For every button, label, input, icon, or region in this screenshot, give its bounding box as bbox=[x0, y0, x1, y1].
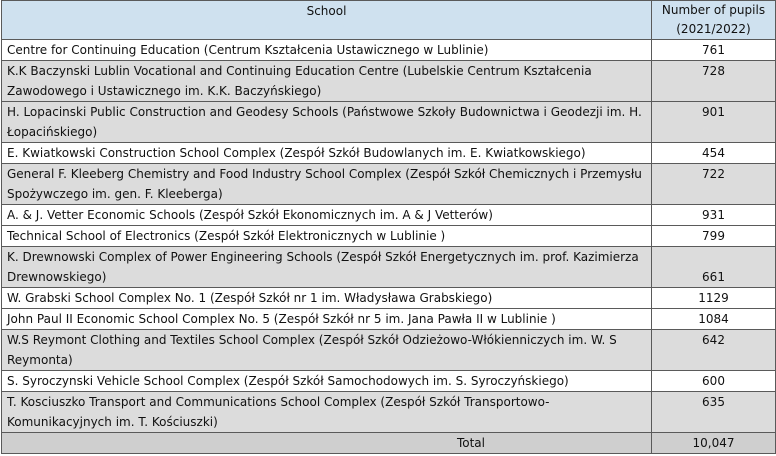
pupils-count-cell: 454 bbox=[652, 143, 776, 164]
school-name-cell bbox=[2, 309, 652, 330]
table-total-row bbox=[2, 433, 776, 454]
school-name-cell bbox=[2, 40, 652, 61]
school-name-line: W. Grabski School Complex No. 1 (Zespół Szkół nr 1 im. Władysława Grabskiego) bbox=[7, 291, 493, 305]
school-name-line: Komunikacyjnych im. T. Kościuszki) bbox=[7, 415, 218, 429]
pupils-count-cell: 661 bbox=[652, 247, 776, 288]
pupils-count-cell: 931 bbox=[652, 205, 776, 226]
table-row bbox=[2, 205, 776, 226]
pupils-count-cell: 1084 bbox=[652, 309, 776, 330]
table-body bbox=[2, 40, 776, 433]
table-row bbox=[2, 164, 776, 205]
pupils-count-cell: 635 bbox=[652, 392, 776, 433]
pupils-count-cell: 901 bbox=[652, 102, 776, 143]
table-row bbox=[2, 392, 776, 433]
school-name-cell bbox=[2, 288, 652, 309]
school-name-line: General F. Kleeberg Chemistry and Food Industry School Complex (Zespół Szkół Chemicznych i Przemysłu bbox=[7, 167, 642, 181]
school-name-cell bbox=[2, 330, 652, 371]
pupils-count-cell: 799 bbox=[652, 226, 776, 247]
table-row bbox=[2, 288, 776, 309]
table-row bbox=[2, 309, 776, 330]
table-row bbox=[2, 61, 776, 102]
table-row bbox=[2, 226, 776, 247]
school-name-line: T. Kosciuszko Transport and Communications School Complex (Zespół Szkół Transportowo- bbox=[7, 395, 550, 409]
school-name-line: K.K Baczynski Lublin Vocational and Continuing Education Centre (Lubelskie Centrum Kształcenia bbox=[7, 64, 592, 78]
school-name-line: Reymonta) bbox=[7, 353, 73, 367]
pupils-count-cell: 1129 bbox=[652, 288, 776, 309]
school-name-cell bbox=[2, 143, 652, 164]
column-header-school: School bbox=[2, 1, 652, 40]
pupils-count-cell: 728 bbox=[652, 61, 776, 102]
school-name-line: Zawodowego i Ustawicznego im. K.K. Baczyńskiego) bbox=[7, 84, 322, 98]
school-name-line: Łopacińskiego) bbox=[7, 125, 98, 139]
table-header-row bbox=[2, 1, 776, 40]
school-name-line: Technical School of Electronics (Zespół Szkół Elektronicznych w Lublinie ) bbox=[7, 229, 446, 243]
table-row bbox=[2, 102, 776, 143]
pupils-count-cell: 722 bbox=[652, 164, 776, 205]
table-row bbox=[2, 371, 776, 392]
school-name-line: Spożywczego im. gen. F. Kleeberga) bbox=[7, 187, 223, 201]
column-header-pupils-line1: Number of pupils bbox=[661, 3, 766, 17]
schools-table bbox=[1, 0, 776, 454]
pupils-count-cell: 642 bbox=[652, 330, 776, 371]
school-name-cell bbox=[2, 61, 652, 102]
school-name-cell bbox=[2, 371, 652, 392]
school-name-cell bbox=[2, 205, 652, 226]
school-name-line: Drewnowskiego) bbox=[7, 270, 107, 284]
school-name-line: S. Syroczynski Vehicle School Complex (Zespół Szkół Samochodowych im. S. Syroczyńskiego) bbox=[7, 374, 569, 388]
table-row bbox=[2, 330, 776, 371]
school-name-cell bbox=[2, 102, 652, 143]
school-name-line: W.S Reymont Clothing and Textiles School Complex (Zespół Szkół Odzieżowo-Włókienniczych im. W. S bbox=[7, 333, 617, 347]
school-name-line: K. Drewnowski Complex of Power Engineering Schools (Zespół Szkół Energetycznych im. prof. Kazimierza bbox=[7, 250, 639, 264]
table-row bbox=[2, 40, 776, 61]
school-name-cell bbox=[2, 247, 652, 288]
column-header-pupils bbox=[652, 1, 776, 40]
column-header-pupils-line2: (2021/2022) bbox=[676, 22, 751, 36]
school-name-line: John Paul II Economic School Complex No. 5 (Zespół Szkół nr 5 im. Jana Pawła II w Lublinie ) bbox=[7, 312, 556, 326]
school-name-cell bbox=[2, 164, 652, 205]
total-label: Total bbox=[2, 433, 652, 454]
pupils-count-cell: 600 bbox=[652, 371, 776, 392]
school-name-line: Centre for Continuing Education (Centrum Kształcenia Ustawicznego w Lublinie) bbox=[7, 43, 489, 57]
table-row bbox=[2, 247, 776, 288]
school-name-line: A. & J. Vetter Economic Schools (Zespół Szkół Ekonomicznych im. A & J Vetterów) bbox=[7, 208, 493, 222]
total-value: 10,047 bbox=[652, 433, 776, 454]
school-name-line: E. Kwiatkowski Construction School Complex (Zespół Szkół Budowlanych im. E. Kwiatkowskiego) bbox=[7, 146, 586, 160]
school-name-cell bbox=[2, 392, 652, 433]
school-name-cell bbox=[2, 226, 652, 247]
table-row bbox=[2, 143, 776, 164]
school-name-line: H. Lopacinski Public Construction and Geodesy Schools (Państwowe Szkoły Budownictwa i Geodezji im. H. bbox=[7, 105, 642, 119]
pupils-count-cell: 761 bbox=[652, 40, 776, 61]
